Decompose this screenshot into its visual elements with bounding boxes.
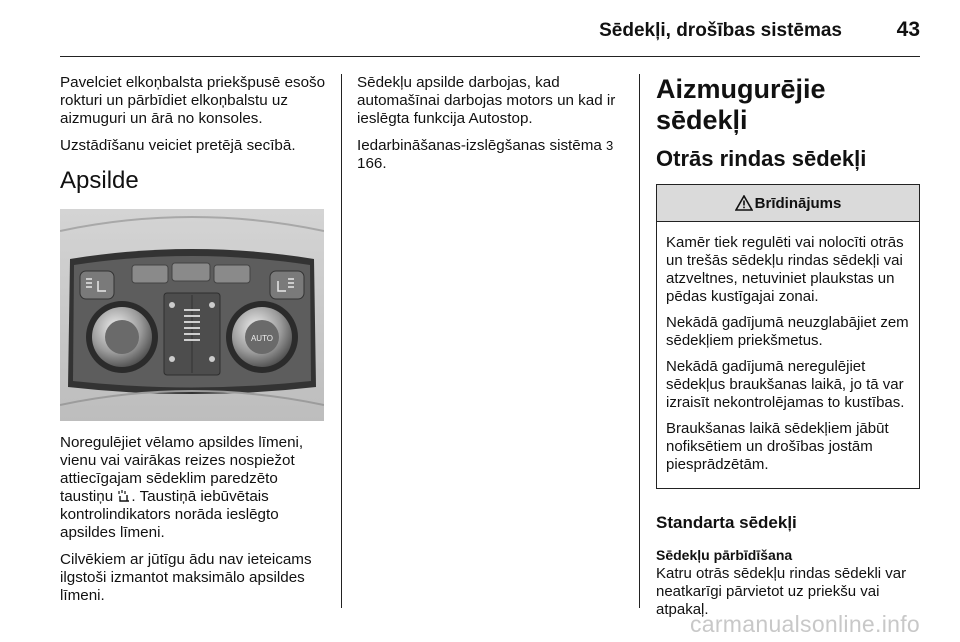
reference-arrow-icon: 3 [606, 138, 614, 153]
rear-seats-heading: Aizmugurējie sēdekļi [656, 74, 826, 135]
auto-label: AUTO [250, 334, 274, 343]
seat-sliding-heading: Sēdekļu pārbīdīšana [656, 547, 793, 563]
seat-sliding-paragraph: Katru otrās sēdekļu rindas sēdekli var neatkarīgi pārvietot uz priekšu vai atpakaļ. [656, 565, 907, 618]
reference-page[interactable]: 166. [357, 155, 387, 172]
warning-triangle-icon [735, 195, 753, 211]
warning-paragraph: Kamēr tiek regulēti vai nolocīti otrās un trešās sēdekļu rindas sēdekļi vai atzveltnes, netuviniet plaukstas un pēdas kustīgajai zonai. [666, 234, 904, 305]
heating-paragraph: Noregulējiet vēlamo apsildes līmeni, vienu vai vairākas reizes nospiežot attiecīgajam sēdeklim paredzēto taustiņu . Taustiņā iebūvētais kontrolindikators norāda ieslēgto apsildes līmeni. [60, 434, 304, 541]
column-right [656, 74, 920, 619]
section-title: Sēdekļi, drošības sistēmas [599, 20, 842, 41]
warning-paragraph: Braukšanas laikā sēdekļiem jābūt nofiksētiem un drošības jostām piesprādzētām. [666, 420, 889, 473]
install-paragraph: Uzstādīšanu veiciet pretējā secībā. [60, 137, 296, 154]
page-number: 43 [896, 18, 920, 41]
column-middle [357, 74, 623, 182]
second-row-heading: Otrās rindas sēdekļi [656, 146, 867, 171]
warning-header [657, 185, 919, 222]
heating-heading: Apsilde [60, 167, 139, 194]
warning-title: Brīdinājums [754, 194, 842, 212]
seat-heating-icon [117, 489, 131, 503]
standard-seats-heading: Standarta sēdekļi [656, 513, 797, 532]
armrest-paragraph: Pavelciet elkoņbalsta priekšpusē esošo rokturi un pārbīdiet elkoņbalstu uz aizmuguri un ārā no konsoles. [60, 74, 326, 127]
column-divider-2 [639, 74, 640, 608]
warning-paragraph: Nekādā gadījumā neregulējiet sēdekļus braukšanas laikā, jo tā var izraisīt nekontrolējamas to kustības. [666, 358, 905, 411]
warning-box [656, 184, 920, 489]
stop-start-reference: Iedarbināšanas-izslēgšanas sistēma 3 166. [357, 137, 614, 172]
warning-body [657, 222, 919, 488]
sensitive-skin-paragraph: Cilvēkiem ar jūtīgu ādu nav ieteicams ilgstoši izmantot maksimālo apsildes līmeni. [60, 551, 312, 604]
watermark: carmanualsonline.info [689, 611, 920, 637]
heating-operation-paragraph: Sēdekļu apsilde darbojas, kad automašīnai darbojas motors un kad ir ieslēgta funkcija Autostop. [357, 74, 616, 127]
header-divider [60, 56, 920, 57]
warning-paragraph: Nekādā gadījumā neuzglabājiet zem sēdekļiem priekšmetus. [666, 314, 909, 349]
column-divider-1 [341, 74, 342, 608]
climate-control-photo [60, 209, 324, 421]
column-left [60, 74, 326, 614]
page-header [0, 0, 960, 58]
